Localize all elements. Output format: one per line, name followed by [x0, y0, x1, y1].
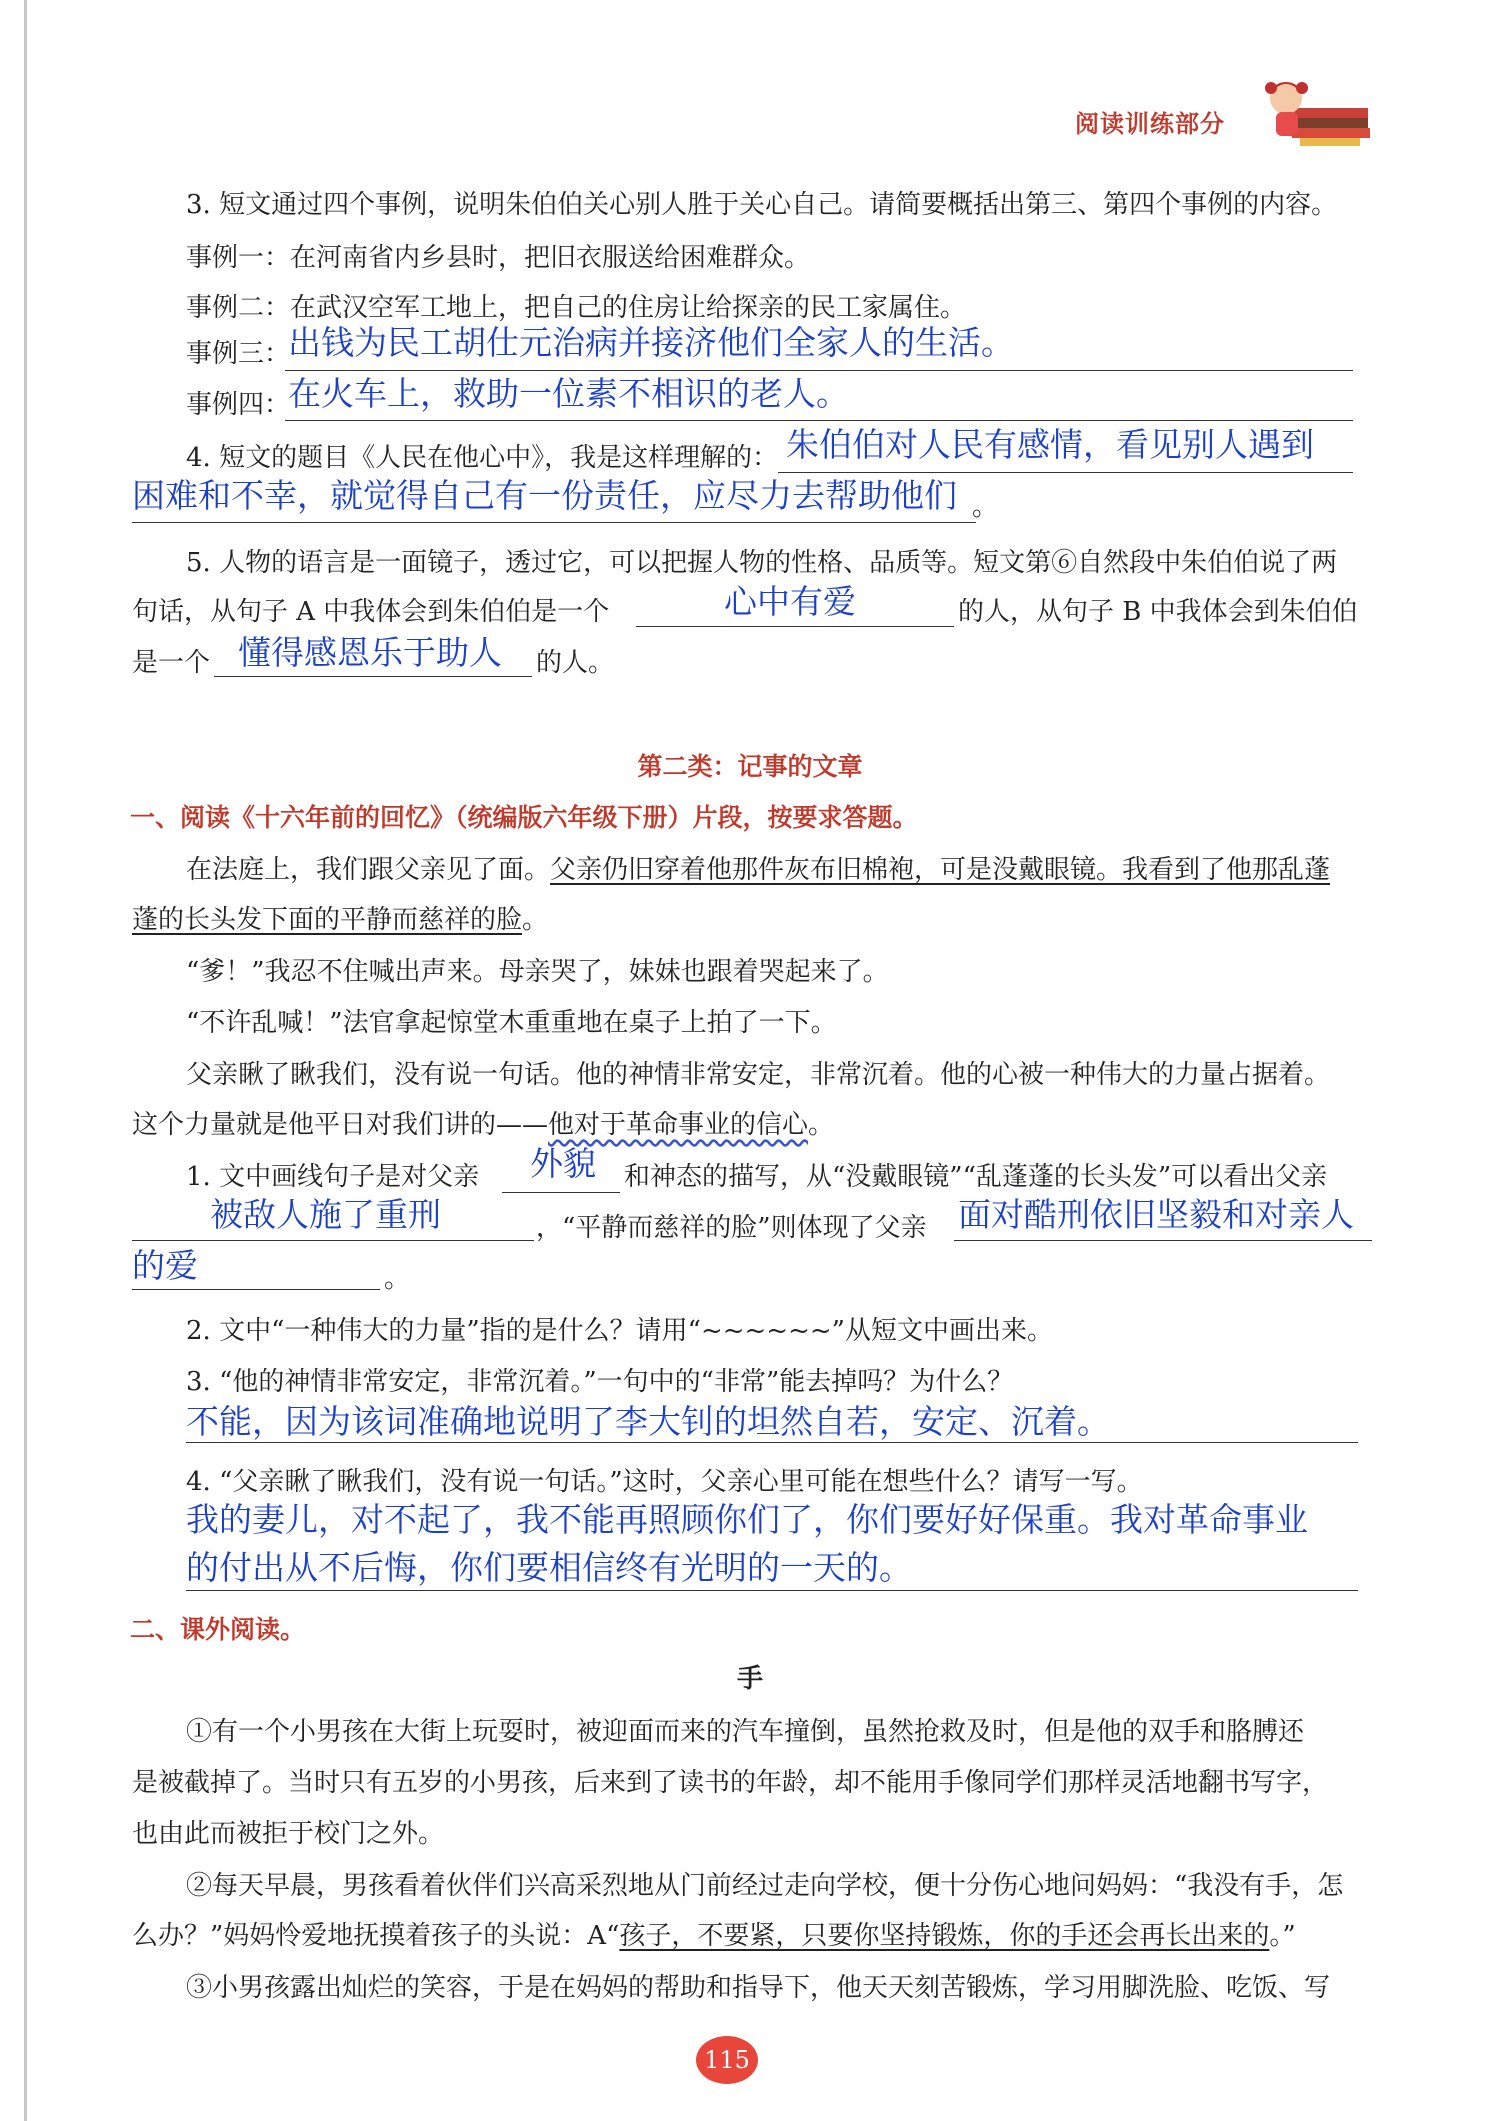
answer-line: [285, 370, 1353, 371]
story-para-1-line2: 是被截掉了。当时只有五岁的小男孩，后来到了读书的年龄，却不能用手像同学们那样灵活地翻书写字，: [132, 1768, 1329, 1798]
example-3-answer: 出钱为民工胡仕元治病并接济他们全家人的生活。: [288, 323, 1014, 362]
reading-q1-period: 。: [384, 1264, 411, 1294]
question-5-line2b: 的人，从句子 B 中我体会到朱伯伯: [958, 597, 1358, 627]
underlined-sentence: 蓬的长头发下面的平静而慈祥的脸: [132, 905, 523, 935]
reading-q1-part-c: ，“平静而慈祥的脸”则体现了父亲: [536, 1213, 927, 1243]
example-3-label: 事例三：: [186, 339, 291, 369]
question-5-line1: 5. 人物的语言是一面镜子，透过它，可以把握人物的性格、品质等。短文第⑥自然段中朱伯伯说了两: [186, 548, 1338, 578]
example-4-answer: 在火车上，救助一位素不相识的老人。: [288, 374, 849, 413]
reading-q2-prompt: 2. 文中“一种伟大的力量”指的是什么？请用“~~~~~~”从短文中画出来。: [186, 1316, 1053, 1346]
answer-line: [954, 1240, 1372, 1241]
question-3-prompt: 3. 短文通过四个事例，说明朱伯伯关心别人胜于关心自己。请简要概括出第三、第四个事例的内容。: [186, 190, 1338, 220]
story-para-3-line1: ③小男孩露出灿烂的笑容，于是在妈妈的帮助和指导下，他天天刻苦锻炼，学习用脚洗脸、吃饭、写: [186, 1973, 1331, 2003]
story-para-1-line1: ①有一个小男孩在大街上玩耍时，被迎面而来的汽车撞倒，虽然抢救及时，但是他的双手和胳膊还: [186, 1717, 1305, 1747]
reading-2-heading: 二、课外阅读。: [130, 1615, 306, 1644]
answer-line: [132, 522, 976, 523]
question-4-answer-line2: 困难和不幸，就觉得自己有一份责任，应尽力去帮助他们: [132, 476, 957, 515]
example-1: 事例一：在河南省内乡县时，把旧衣服送给困难群众。: [186, 243, 811, 273]
reading-q4-answer-line1: 我的妻儿，对不起了，我不能再照顾你们了，你们要好好保重。我对革命事业: [186, 1500, 1308, 1539]
answer-line: [285, 420, 1353, 421]
question-5-answer-b: 懂得感恩乐于助人: [238, 633, 502, 672]
underlined-sentence-a: 孩子，不要紧，只要你坚持锻炼，你的手还会再长出来的: [619, 1921, 1270, 1951]
underlined-sentence: 父亲仍旧穿着他那件灰布旧棉袍，可是没戴眼镜。我看到了他那乱蓬: [550, 855, 1331, 885]
reading-q3-answer: 不能，因为该词准确地说明了李大钊的坦然自若，安定、沉着。: [186, 1402, 1110, 1441]
answer-line: [636, 626, 954, 627]
section-2-title: 第二类：记事的文章: [637, 752, 863, 781]
question-5-answer-a: 心中有爱: [724, 582, 856, 621]
question-5-line3a: 是一个: [132, 648, 211, 678]
binding-edge: [24, 0, 27, 2121]
answer-line: [186, 1442, 1358, 1443]
answer-line: [132, 1289, 380, 1290]
example-2: 事例二：在武汉空军工地上，把自己的住房让给探亲的民工家属住。: [186, 293, 967, 323]
question-5-line2a: 句话，从句子 A 中我体会到朱伯伯是一个: [132, 597, 610, 627]
answer-line: [186, 1590, 1358, 1591]
example-4-label: 事例四：: [186, 390, 291, 420]
reading-1-heading: 一、阅读《十六年前的回忆》（统编版六年级下册）片段，按要求答题。: [130, 803, 918, 832]
question-5-line3b: 的人。: [536, 648, 615, 678]
page-number: 115: [696, 2036, 758, 2084]
passage-para-1: 在法庭上，我们跟父亲见了面。父亲仍旧穿着他那件灰布旧棉袍，可是没戴眼镜。我看到了他那乱蓬: [186, 855, 1331, 885]
reading-q1-part-b: 和神态的描写，从“没戴眼镜”“乱蓬蓬的长头发”可以看出父亲: [624, 1162, 1328, 1192]
reading-q3-prompt: 3. “他的神情非常安定，非常沉着。”一句中的“非常”能去掉吗？为什么？: [186, 1367, 1014, 1397]
answer-line: [502, 1192, 620, 1193]
question-4-answer-line1: 朱伯伯对人民有感情，看见别人遇到: [786, 425, 1314, 464]
reading-q1-answer-3b: 的爱: [132, 1246, 198, 1285]
reading-q1-answer-2: 被敌人施了重刑: [210, 1195, 441, 1234]
story-para-2-line2: 么办？”妈妈怜爱地抚摸着孩子的头说：A“孩子，不要紧，只要你坚持锻炼，你的手还会再长出来的。”: [132, 1921, 1296, 1951]
answer-line: [132, 1240, 534, 1241]
section-header-title: 阅读训练部分: [1075, 110, 1225, 138]
passage-para-4: 父亲瞅了瞅我们，没有说一句话。他的神情非常安定，非常沉着。他的心被一种伟大的力量占据着。: [186, 1060, 1331, 1090]
passage-para-5: 这个力量就是他平日对我们讲的——他对于革命事业的信心。: [132, 1110, 835, 1140]
question-4-period: 。: [972, 492, 999, 522]
reading-girl-mascot-icon: [1262, 70, 1382, 150]
answer-line: [214, 676, 532, 677]
reading-q4-answer-line2: 的付出从不后悔，你们要相信终有光明的一天的。: [186, 1548, 912, 1587]
reading-q4-prompt: 4. “父亲瞅了瞅我们，没有说一句话。”这时，父亲心里可能在想些什么？请写一写。: [186, 1467, 1143, 1497]
passage-para-3: “不许乱喊！”法官拿起惊堂木重重地在桌子上拍了一下。: [186, 1008, 837, 1038]
wavy-underlined-phrase: 他对于革命事业的信心: [548, 1110, 809, 1140]
reading-q1-part-a: 1. 文中画线句子是对父亲: [186, 1162, 480, 1192]
answer-line: [778, 472, 1353, 473]
passage-para-1-cont: 蓬的长头发下面的平静而慈祥的脸。: [132, 905, 549, 935]
reading-q1-answer-1: 外貌: [530, 1144, 596, 1183]
story-para-2-line1: ②每天早晨，男孩看着伙伴们兴高采烈地从门前经过走向学校，便十分伤心地问妈妈：“我没有手，怎: [186, 1871, 1344, 1901]
story-para-1-line3: 也由此而被拒于校门之外。: [132, 1819, 445, 1849]
question-4-prompt: 4. 短文的题目《人民在他心中》，我是这样理解的：: [186, 443, 779, 473]
passage-para-2: “爹！”我忍不住喊出声来。母亲哭了，妹妹也跟着哭起来了。: [186, 957, 889, 987]
story-title: 手: [736, 1664, 763, 1694]
reading-q1-answer-3a: 面对酷刑依旧坚毅和对亲人: [958, 1195, 1354, 1234]
